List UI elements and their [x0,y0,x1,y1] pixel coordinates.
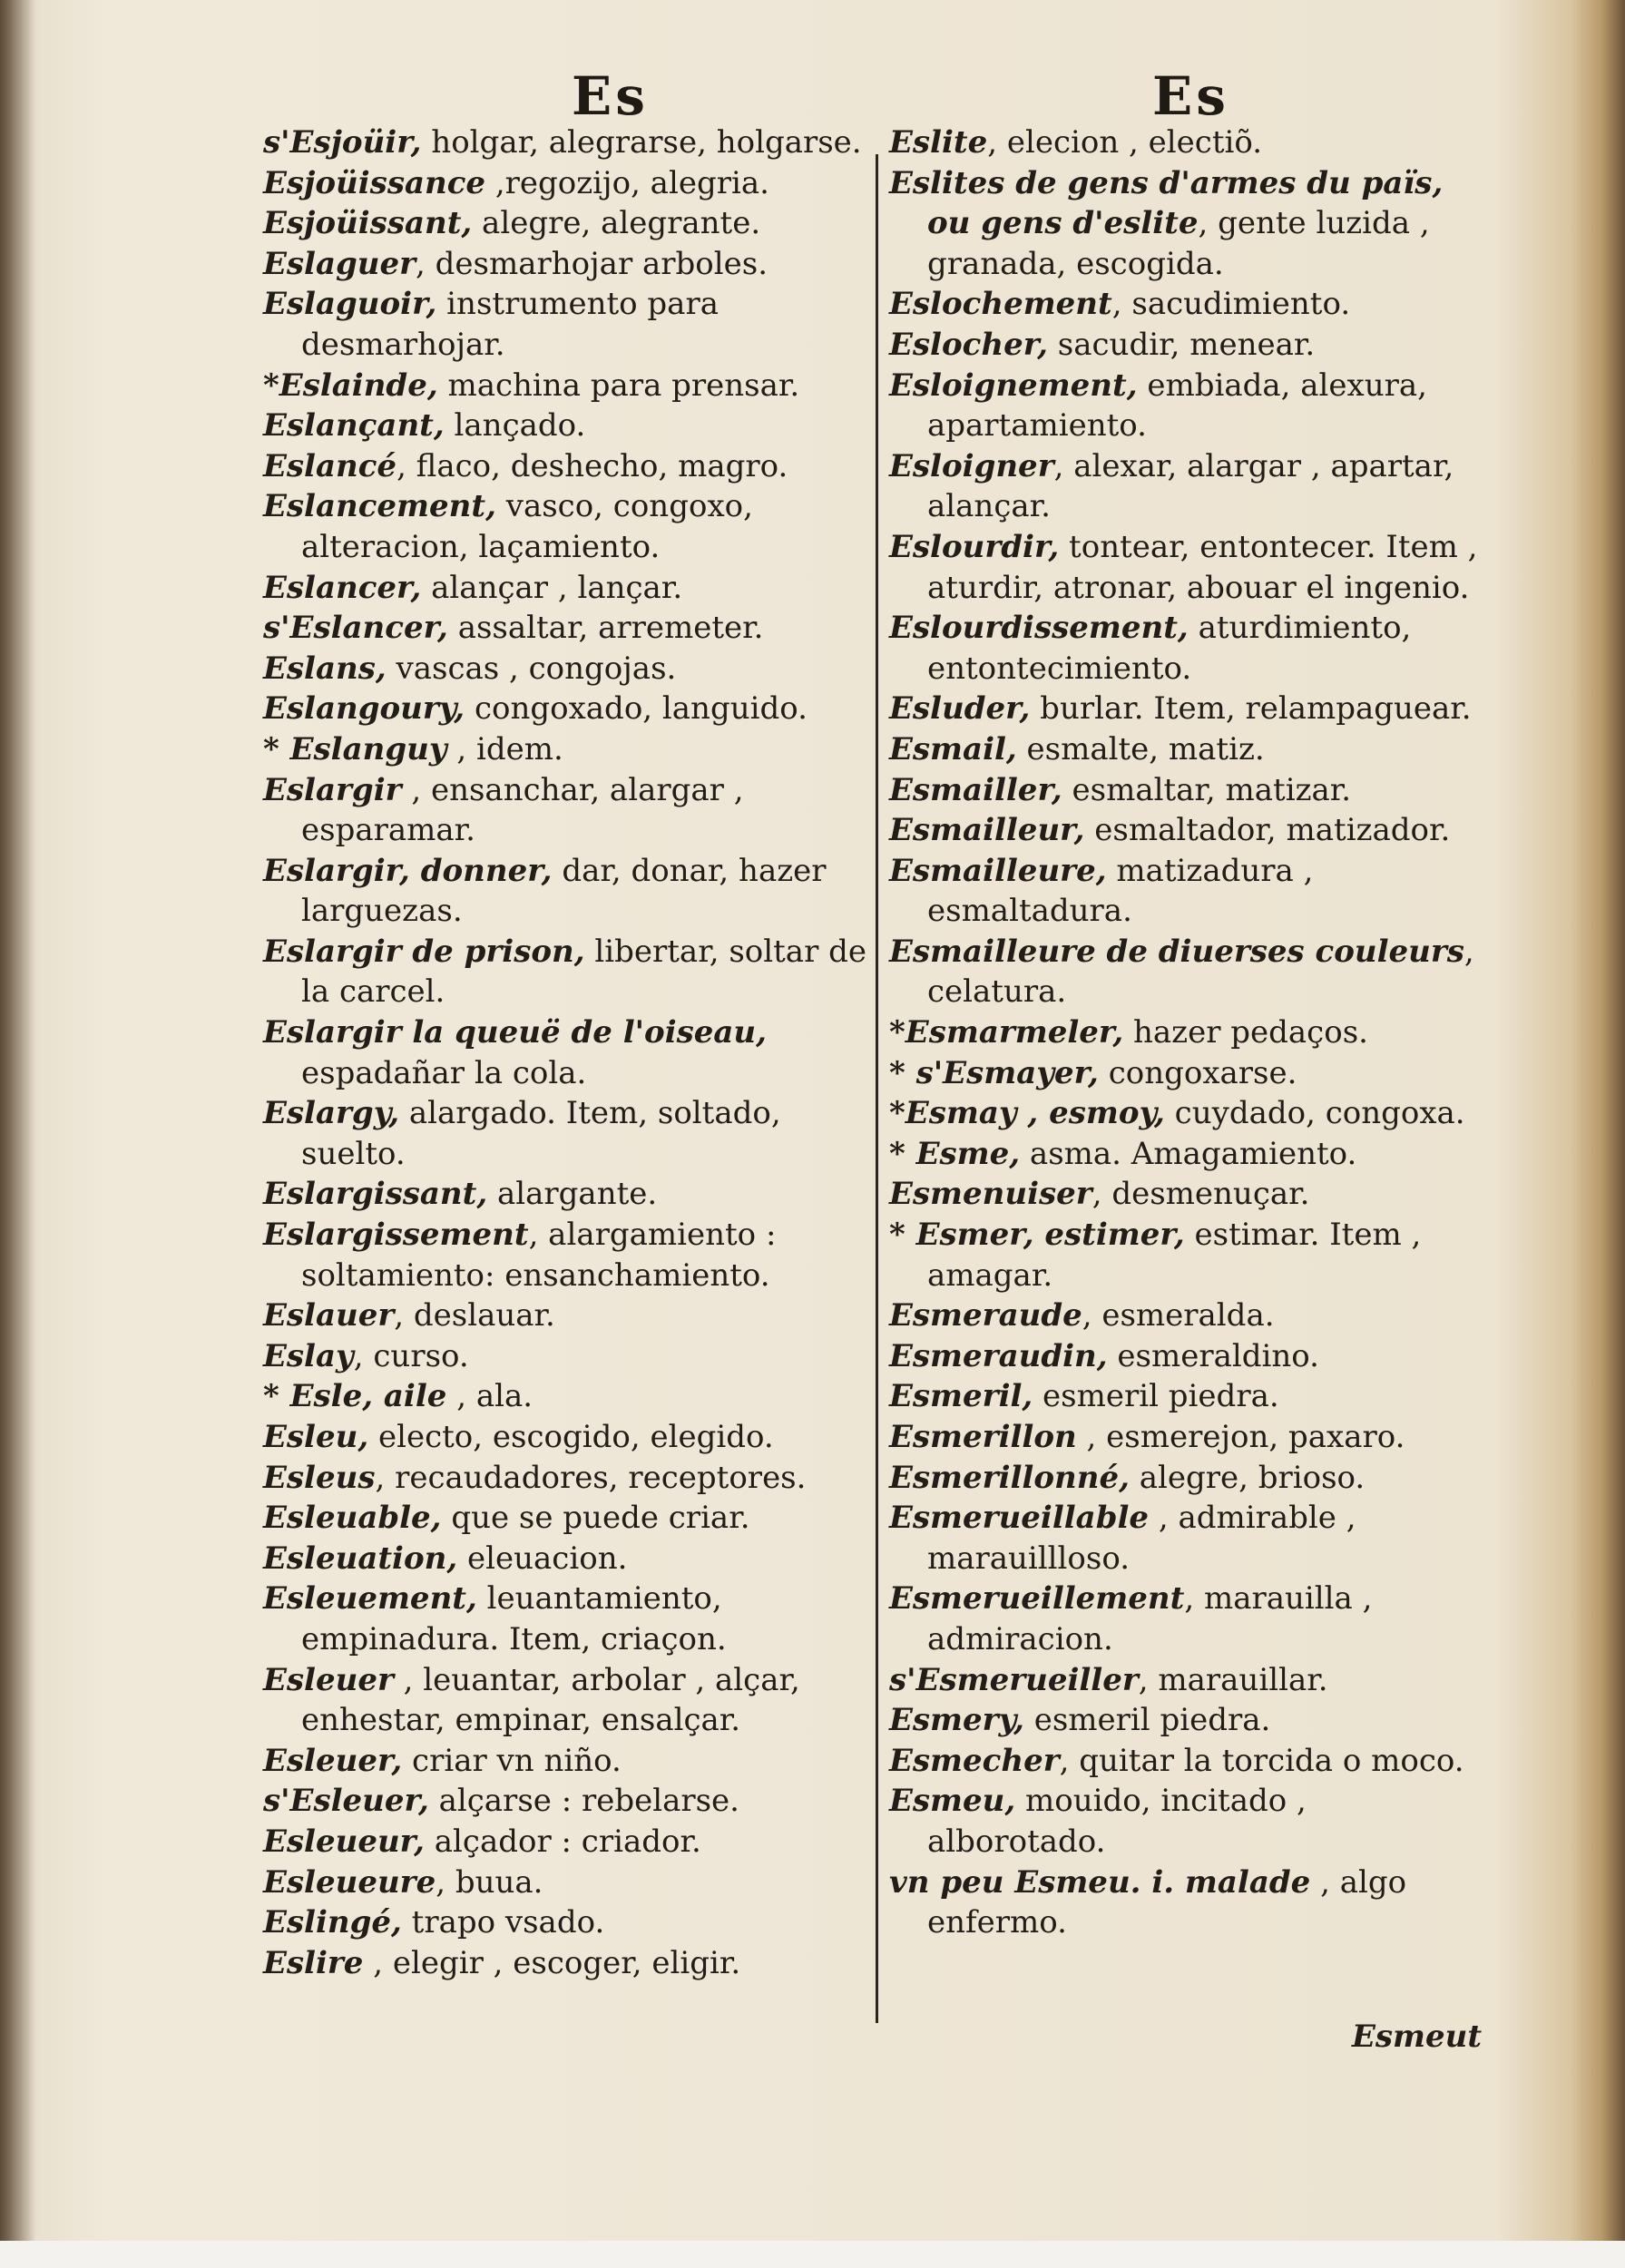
entry-definition: hazer pedaços. [1123,1014,1368,1051]
dictionary-entry [889,1781,1479,1862]
dictionary-entry [889,284,1479,325]
entry-definition: , desmarhojar arboles. [416,245,768,282]
entry-headword: Esjoüissant, [263,205,473,242]
entry-definition: alançar , lançar. [421,569,683,606]
entry-definition: , esmeralda. [1082,1297,1275,1334]
entry-definition: , buua. [436,1863,543,1901]
entry-headword: Eslangoury, [263,690,465,728]
entry-headword: * Esmer, estimer, [889,1217,1185,1254]
dictionary-entry [263,1417,880,1458]
dictionary-entry [889,1174,1479,1215]
dictionary-entry [889,851,1479,932]
entry-definition: , desmenuçar. [1091,1176,1310,1213]
dictionary-entry [263,608,880,649]
entry-headword: Esmeraude [889,1297,1082,1334]
entry-headword: Esmerueillement [889,1580,1185,1618]
entry-definition: congoxado, languido. [465,690,808,728]
dictionary-entry [263,729,880,770]
entry-headword: Esleuer, [263,1742,403,1779]
entry-headword: Eslargir de prison, [263,933,585,970]
entry-definition: trapo vsado. [401,1904,605,1941]
entry-definition: alegre, brioso. [1129,1459,1366,1496]
entry-definition: , idem. [446,730,563,767]
dictionary-entry [263,406,880,446]
entry-headword: * Esme, [889,1135,1021,1172]
entry-headword: Eslingé, [263,1904,402,1941]
entry-headword: Eslancer, [263,569,422,606]
entry-headword: Esleus [263,1459,376,1496]
entry-headword: *Eslainde, [263,367,438,404]
dictionary-entry [889,1741,1479,1782]
entry-definition: electo, escogido, elegido. [368,1419,774,1455]
entry-headword: Esmail, [889,730,1017,767]
entry-definition: , alexar, alargar , apartar, alançar. [927,447,1454,525]
entry-headword: Esmailler, [889,771,1062,808]
entry-definition: , flaco, deshecho, magro. [396,447,788,484]
dictionary-entry [889,1700,1479,1741]
entry-definition: machina para prensar. [437,367,800,404]
entry-headword: Eslargissant, [263,1176,488,1213]
entry-headword: Esmerillon [889,1419,1077,1455]
dictionary-entry [263,122,880,163]
entry-definition: , recaudadores, receptores. [375,1459,807,1496]
entry-definition: vascas , congojas. [386,650,677,687]
dictionary-entry [263,163,880,204]
entry-definition: , marauillar. [1138,1661,1328,1698]
entry-headword: Esleuation, [263,1540,458,1577]
entry-headword: Esmecher [889,1742,1060,1779]
entry-definition: embiada, alexura, apartamiento. [927,367,1427,445]
entry-definition: esmaltador, matizador. [1084,812,1451,849]
dictionary-entry [263,1215,880,1295]
entry-headword: Esmery, [889,1702,1024,1739]
dictionary-entry [263,1822,880,1862]
entry-headword: Esloigner [889,447,1054,484]
entry-headword: Eslire [263,1944,364,1981]
dictionary-entry [889,163,1479,285]
entry-headword: Eslay [263,1337,354,1374]
entry-headword: s'Esleuer, [263,1783,429,1820]
dictionary-entry [263,770,880,851]
entry-definition: alçador : criador. [424,1823,701,1860]
entry-headword: Eslançant, [263,407,445,445]
entry-headword: Esmeu, [889,1783,1016,1820]
dictionary-entry [263,1902,880,1943]
entry-headword: Eslargir, donner, [263,852,553,889]
entry-headword: s'Esmerueiller [889,1661,1139,1698]
entry-headword: Eslargir [263,771,402,808]
entry-definition: alçarse : rebelarse. [428,1783,739,1820]
dictionary-entry [263,1376,880,1417]
entry-headword: Eslourdir, [889,528,1060,565]
entry-headword: Esleuable, [263,1500,442,1537]
dictionary-entry [263,1458,880,1499]
entry-headword: Esluder, [889,690,1031,728]
dictionary-entry [889,729,1479,770]
entry-headword: Esmailleure, [889,852,1107,889]
entry-definition: , alargamiento : soltamiento: ensanchamiento. [301,1217,777,1294]
dictionary-entry [263,1174,880,1215]
entry-definition: , elecion , electiõ. [987,124,1263,161]
dictionary-entry [263,1539,880,1579]
entry-headword: Esleu, [263,1419,369,1455]
entry-headword: Esleuement, [263,1580,477,1618]
dictionary-entry [263,689,880,729]
entry-definition: alargante. [487,1176,658,1213]
dictionary-entry [889,770,1479,811]
dictionary-entry [889,608,1479,689]
dictionary-entry [263,1781,880,1822]
entry-definition: holgar, alegrarse, holgarse. [421,124,862,161]
entry-definition: matizadura , esmaltadura. [927,852,1314,930]
entry-definition: criar vn niño. [402,1742,622,1779]
dictionary-entry [889,527,1479,608]
entry-headword: Esloignement, [889,367,1138,404]
entry-headword: *Esmarmeler, [889,1014,1124,1051]
dictionary-entry [263,568,880,609]
dictionary-entry [889,1579,1479,1659]
entry-headword: s'Esjoüir, [263,124,422,161]
dictionary-entry [263,1943,880,1984]
entry-definition: , quitar la torcida o moco. [1059,1742,1464,1779]
entry-definition: burlar. Item, relampaguear. [1030,690,1472,728]
entry-definition: esmeraldino. [1107,1337,1319,1374]
dictionary-entry [889,1053,1479,1094]
dictionary-entry [263,244,880,285]
dictionary-entry [889,1660,1479,1701]
entry-headword: Eslochement [889,286,1112,323]
entry-definition: , deslauar. [394,1297,555,1334]
running-head-right: Es [1152,65,1229,127]
dictionary-entry [889,1498,1479,1579]
entry-definition: tontear, entontecer. Item , aturdir, atronar, abouar el ingenio. [927,528,1478,606]
dictionary-entry [889,1458,1479,1499]
dictionary-entry [889,1295,1479,1336]
entry-definition: libertar, soltar de la carcel. [301,933,867,1011]
entry-headword: Esmerueillable [889,1500,1150,1537]
entry-headword: Eslans, [263,650,387,687]
right-column [889,122,1479,1943]
entry-definition: , curso. [353,1337,469,1374]
entry-headword: * s'Esmayer, [889,1054,1099,1091]
left-column [263,122,880,1983]
catchword: Esmeut [1352,2019,1483,2055]
entry-headword: Esjoüissance [263,164,486,201]
dictionary-entry [889,1134,1479,1175]
entry-headword: s'Eslancer, [263,610,448,647]
entry-headword: Esleueur, [263,1823,425,1860]
entry-definition: alegre, alegrante. [472,205,761,242]
entry-headword: Esmeraudin, [889,1337,1108,1374]
entry-definition: , ensanchar, alargar , esparamar. [301,771,744,849]
entry-headword: Eslaguoir, [263,286,437,323]
entry-definition: , sacudimiento. [1111,286,1351,323]
dictionary-entry [263,1498,880,1539]
entry-definition: lançado. [444,407,586,445]
dictionary-entry [889,366,1479,446]
entry-definition: , celatura. [927,933,1474,1011]
dictionary-entry [889,689,1479,729]
dictionary-entry [889,446,1479,527]
entry-definition: , ala. [446,1378,534,1415]
dictionary-entry [263,1741,880,1782]
entry-headword: vn peu Esmeu. i. malade [889,1863,1311,1901]
dictionary-entry [263,366,880,406]
entry-definition: congoxarse. [1098,1054,1297,1091]
entry-headword: Esleuer [263,1661,394,1698]
dictionary-entry [889,932,1479,1012]
entry-definition: ,regozijo, alegria. [485,164,769,201]
entry-definition: mouido, incitado , alborotado. [927,1783,1307,1860]
entry-definition: , leuantar, arbolar , alçar, enhestar, empinar, ensalçar. [301,1661,800,1739]
entry-definition: sacudir, menear. [1047,326,1316,363]
entry-headword: Eslaguer [263,245,416,282]
dictionary-entry [263,486,880,567]
entry-definition: , gente luzida , granada, escogida. [927,205,1430,282]
dictionary-entry [263,1012,880,1093]
entry-headword: Eslocher, [889,326,1048,363]
entry-definition: dar, donar, hazer larguezas. [301,852,827,930]
entry-definition: leuantamiento, empinadura. Item, criaçon. [301,1580,727,1657]
entry-definition: instrumento para desmarhojar. [301,286,719,363]
dictionary-entry [889,1093,1479,1134]
entry-definition: eleuacion. [457,1540,628,1577]
entry-headword: Esmerillonné, [889,1459,1130,1496]
dictionary-entry [263,1336,880,1377]
entry-headword: Eslancé [263,447,397,484]
entry-headword: * Eslanguy [263,730,447,767]
entry-headword: * Esle, aile [263,1378,447,1415]
entry-definition: , elegir , escoger, eligir. [363,1944,741,1981]
dictionary-entry [263,649,880,689]
dictionary-entry [263,284,880,365]
dictionary-entry [263,1295,880,1336]
dictionary-entry [889,1862,1479,1943]
entry-definition: esmeril piedra. [1023,1702,1271,1739]
dictionary-entry [263,203,880,244]
dictionary-entry [263,1862,880,1903]
entry-headword: Eslargir la queuë de l'oiseau, [263,1014,767,1051]
entry-headword: Eslourdissement, [889,610,1189,647]
entry-headword: *Esmay , esmoy, [889,1095,1165,1132]
entry-definition: espadañar la cola. [301,1054,587,1091]
entry-definition: esmeril piedra. [1033,1378,1279,1415]
dictionary-entry [263,1660,880,1741]
entry-definition: esmaltar, matizar. [1062,771,1352,808]
dictionary-entry [889,325,1479,366]
dictionary-entry [889,1376,1479,1417]
entry-headword: Eslite [889,124,988,161]
entry-definition: vasco, congoxo, alteracion, laçamiento. [301,488,753,565]
dictionary-entry [889,122,1479,163]
entry-definition: alargado. Item, soltado, suelto. [301,1095,781,1172]
dictionary-entry [263,851,880,932]
entry-headword: Esmailleur, [889,812,1085,849]
entry-headword: Esleueure [263,1863,436,1901]
entry-definition: aturdimiento, entontecimiento. [927,610,1412,687]
entry-headword: Eslargy, [263,1095,400,1132]
entry-headword: Esmailleure de diuerses couleurs [889,933,1464,970]
entry-headword: Eslancement, [263,488,496,525]
dictionary-entry [889,1012,1479,1053]
dictionary-entry [889,1215,1479,1295]
entry-definition: , algo enfermo. [927,1863,1407,1941]
entry-definition: asma. Amagamiento. [1020,1135,1357,1172]
running-head-left: Es [572,65,649,127]
entry-headword: Eslites de gens d'armes du païs, ou gens d'eslite [889,164,1444,242]
entry-headword: Eslauer [263,1297,395,1334]
entry-definition: assaltar, arremeter. [447,610,764,647]
dictionary-entry [263,1579,880,1659]
entry-headword: Esmenuiser [889,1176,1092,1213]
dictionary-entry [263,446,880,487]
entry-definition: estimar. Item , amagar. [927,1217,1422,1294]
entry-definition: , esmerejon, paxaro. [1076,1419,1405,1455]
entry-definition: , marauilla , admiracion. [927,1580,1373,1657]
entry-headword: Esmeril, [889,1378,1033,1415]
dictionary-entry [889,1417,1479,1458]
dictionary-entry [889,810,1479,851]
entry-definition: , admirable , marauillloso. [927,1500,1356,1577]
column-divider [876,154,878,2023]
dictionary-entry [889,1336,1479,1377]
dictionary-entry [263,932,880,1012]
entry-definition: que se puede criar. [441,1500,750,1537]
entry-definition: esmalte, matiz. [1016,730,1265,767]
dictionary-entry [263,1093,880,1174]
entry-definition: cuydado, congoxa. [1164,1095,1465,1132]
entry-headword: Eslargissement [263,1217,529,1254]
